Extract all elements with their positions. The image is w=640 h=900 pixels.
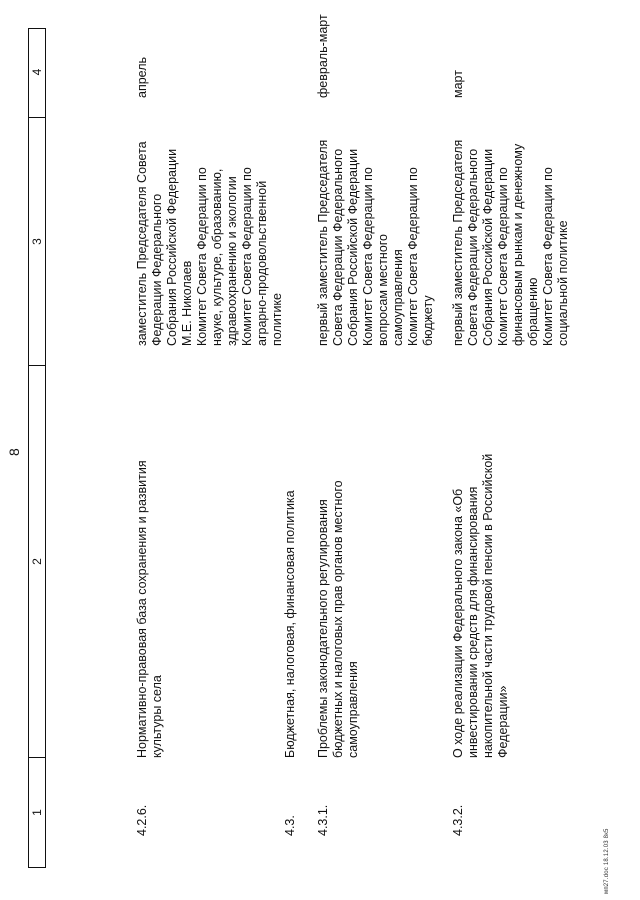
row-number: 4.3.1. bbox=[316, 804, 330, 836]
section-number: 4.3. bbox=[283, 815, 297, 836]
page-number: 8 bbox=[6, 448, 22, 456]
row-topic: О ходе реализации Федерального закона «Об инвестировании средств для финансирования накопительной части трудовой пенсии в Российской Федерации» bbox=[451, 453, 510, 758]
section-title: Бюджетная, налоговая, финансовая политика bbox=[283, 490, 297, 758]
row-term: март bbox=[451, 70, 465, 98]
row-responsible: первый заместитель Председателя Совета Федерации Федерального Собрания Российской Федерации Комитет Совета Федерации по вопросам местного самоуправления Комитет Совета Федерации по бюджету bbox=[316, 139, 435, 346]
row-term: апрель bbox=[135, 56, 149, 98]
header-col-1: 1 bbox=[29, 757, 45, 867]
row-responsible: первый заместитель Председателя Совета Федерации Федерального Собрания Российской Федерации Комитет Совета Федерации по финансовым рынкам и денежному обращению Комитет Совета Федерации по социальной политике bbox=[451, 139, 570, 346]
table-header bbox=[28, 28, 46, 868]
row-number: 4.3.2. bbox=[451, 804, 465, 836]
document-footer-code: мп27.doc 18.12.03 8к5 bbox=[604, 828, 610, 894]
row-number: 4.2.6. bbox=[135, 804, 149, 836]
header-col-3: 3 bbox=[29, 117, 45, 365]
row-topic: Проблемы законодательного регулирования бюджетных и налоговых прав органов местного самоуправления bbox=[316, 480, 360, 758]
row-term: февраль-март bbox=[316, 14, 330, 98]
row-responsible: заместитель Председателя Совета Федерации Федерального Собрания Российской Федерации М.Е. Николаев Комитет Совета Федерации по науке, культуре, образованию, здравоохранению и экологии Комитет Совета Федерации по аграрно-продовольственной политике bbox=[135, 141, 284, 346]
header-col-4: 4 bbox=[30, 68, 44, 76]
row-topic: Нормативно-правовая база сохранения и развития культуры села bbox=[135, 460, 164, 758]
header-col-2: 2 bbox=[29, 365, 45, 757]
